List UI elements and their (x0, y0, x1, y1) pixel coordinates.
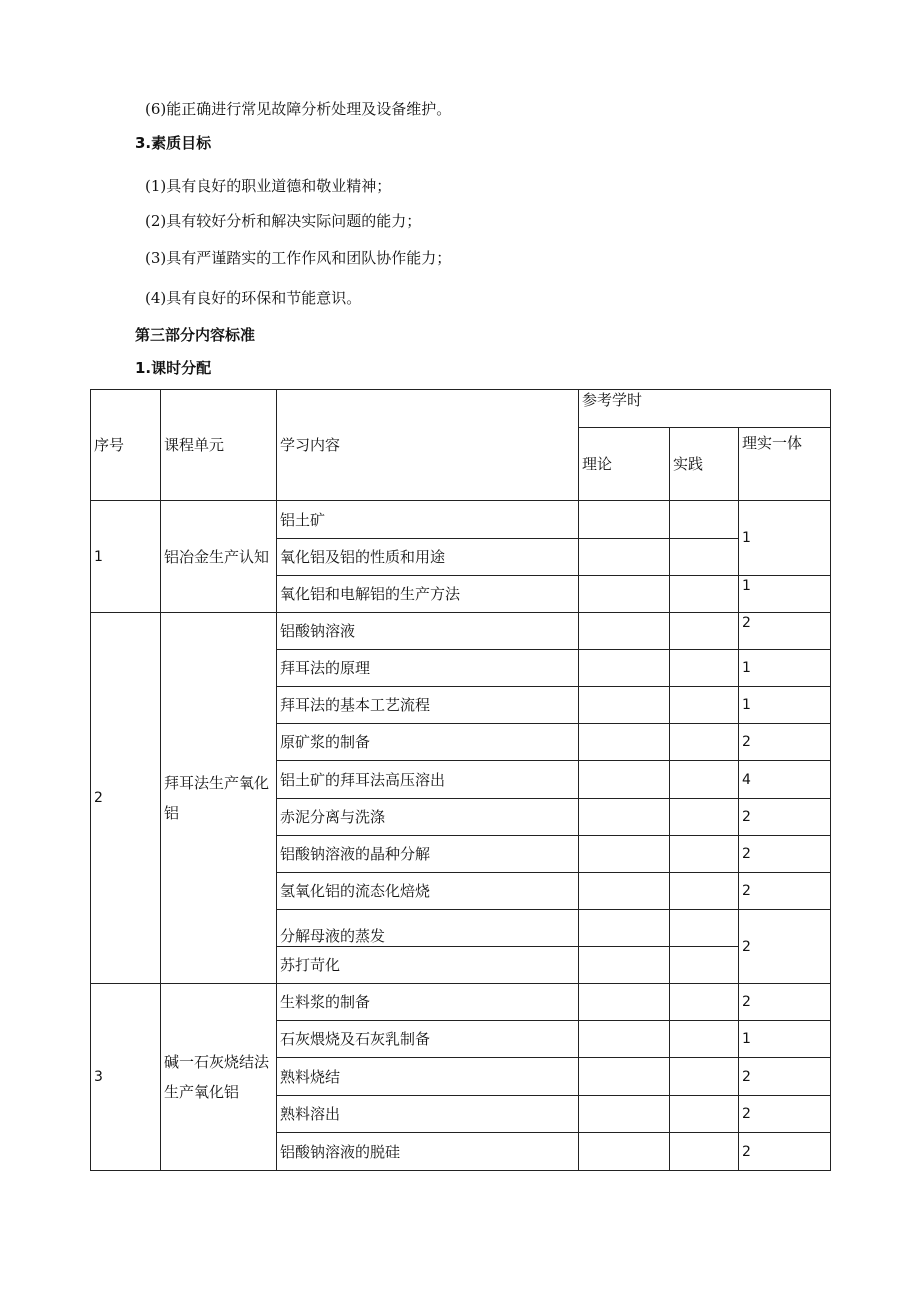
quality-goal-3: (3)具有严谨踏实的工作作风和团队协作能力； (145, 249, 452, 267)
quality-goal-1: (1)具有良好的职业道德和敬业精神； (145, 177, 392, 195)
content-cell: 生料浆的制备 (277, 984, 579, 1021)
hours-cell: 1 (739, 687, 831, 724)
content-cell: 铝土矿 (277, 501, 579, 539)
hours-cell: 2 (739, 613, 831, 650)
hours-cell: 2 (739, 724, 831, 761)
part3-heading: 第三部分内容标准 (135, 326, 256, 344)
content-cell: 铝酸钠溶液 (277, 613, 579, 650)
unit-3-seq: 3 (91, 984, 161, 1171)
unit-2-name: 拜耳法生产氧化铝 (161, 613, 277, 984)
content-cell: 分解母液的蒸发 (277, 910, 579, 947)
header-seq: 序号 (91, 390, 161, 501)
hours-cell: 2 (739, 910, 831, 984)
content-cell: 铝酸钠溶液的脱硅 (277, 1133, 579, 1171)
hours-cell: 2 (739, 984, 831, 1021)
hours-cell: 2 (739, 836, 831, 873)
unit-3-name: 碱一石灰烧结法生产氧化铝 (161, 984, 277, 1171)
content-cell: 氧化铝及铝的性质和用途 (277, 539, 579, 576)
content-cell: 氢氧化铝的流态化焙烧 (277, 873, 579, 910)
intro-line-6: (6)能正确进行常见故障分析处理及设备维护。 (145, 100, 452, 118)
content-cell: 石灰煨烧及石灰乳制备 (277, 1021, 579, 1058)
hours-cell: 2 (739, 799, 831, 836)
unit-1-name: 铝冶金生产认知 (161, 501, 277, 613)
unit-2-seq: 2 (91, 613, 161, 984)
hours-cell: 2 (739, 873, 831, 910)
hours-cell: 1 (739, 650, 831, 687)
header-ref-hours: 参考学时 (579, 390, 831, 428)
section3-heading: 3.素质目标 (135, 134, 212, 152)
header-content: 学习内容 (277, 390, 579, 501)
content-cell: 原矿浆的制备 (277, 724, 579, 761)
header-integrated: 理实一体 (739, 428, 831, 501)
hours-cell: 2 (739, 1096, 831, 1133)
content-cell: 铝酸钠溶液的晶种分解 (277, 836, 579, 873)
hours-cell: 1 (739, 576, 831, 613)
content-cell: 熟料烧结 (277, 1058, 579, 1096)
content-cell: 拜耳法的基本工艺流程 (277, 687, 579, 724)
hours-cell: 2 (739, 1058, 831, 1096)
header-unit: 课程单元 (161, 390, 277, 501)
quality-goal-4: (4)具有良好的环保和节能意识。 (145, 289, 362, 307)
hours-table (90, 389, 831, 1171)
header-practice: 实践 (670, 428, 739, 501)
hours-cell: 2 (739, 1133, 831, 1171)
quality-goal-2: (2)具有较好分析和解决实际问题的能力； (145, 212, 422, 230)
content-cell: 氧化铝和电解铝的生产方法 (277, 576, 579, 613)
unit-1-seq: 1 (91, 501, 161, 613)
content-cell: 拜耳法的原理 (277, 650, 579, 687)
hours-cell: 1 (739, 1021, 831, 1058)
header-theory: 理论 (579, 428, 670, 501)
hours-cell: 1 (739, 501, 831, 576)
content-cell: 熟料溶出 (277, 1096, 579, 1133)
content-cell: 赤泥分离与洗涤 (277, 799, 579, 836)
hours-allocation-heading: 1.课时分配 (135, 359, 212, 377)
hours-cell: 4 (739, 761, 831, 799)
content-cell: 铝土矿的拜耳法高压溶出 (277, 761, 579, 799)
content-cell: 苏打苛化 (277, 947, 579, 984)
